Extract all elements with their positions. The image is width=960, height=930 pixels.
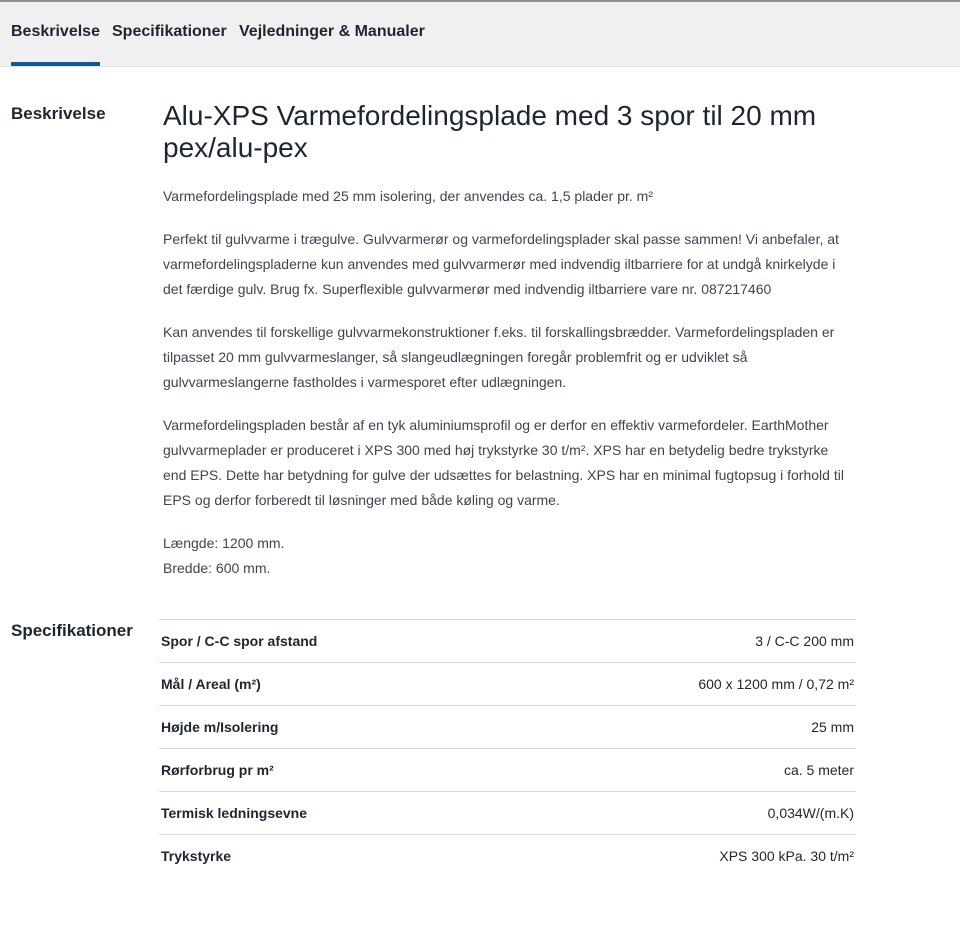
spec-key: Rørforbrug pr m²	[161, 762, 274, 778]
spec-value: ca. 5 meter	[783, 762, 854, 778]
spec-value: XPS 300 kPa. 30 t/m²	[719, 848, 854, 864]
tab-bar	[0, 2, 960, 67]
spec-key: Termisk ledningsevne	[161, 805, 308, 821]
specifications-table	[159, 619, 856, 877]
description-paragraph: Varmefordelingspladen består af en tyk aluminiumsprofil og er derfor en effektiv varmefordeler. EarthMother gulvvarmeplader er produceret i XPS 300 med høj trykstyrke 30 t/m². XPS har en betydelig bedre trykstyrke end EPS. Dette har betydning for gulve der udsættes for belastning. XPS har en minimal fugtopsug i forhold til EPS og derfor forberedt til løsninger med både køling og varme.	[163, 417, 844, 508]
table-row	[159, 705, 856, 748]
spec-value: 0,034W/(m.K)	[767, 805, 854, 821]
dimension-length: Længde: 1200 mm.	[163, 535, 285, 551]
tab-specifikationer[interactable]: Specifikationer	[112, 23, 227, 40]
table-row	[159, 791, 856, 834]
description-paragraph: Varmefordelingsplade med 25 mm isolering, der anvendes ca. 1,5 plader pr. m²	[163, 188, 653, 204]
specifications-section-label: Specifikationer	[11, 621, 133, 640]
description-content	[163, 100, 853, 581]
spec-key: Trykstyrke	[161, 848, 232, 864]
spec-key: Højde m/Isolering	[161, 719, 279, 735]
tab-beskrivelse[interactable]: Beskrivelse	[11, 2, 100, 66]
product-title: Alu-XPS Varmefordelingsplade med 3 spor til 20 mm pex/alu-pex	[163, 100, 817, 163]
spec-key: Mål / Areal (m²)	[161, 676, 261, 692]
description-section-label: Beskrivelse	[11, 104, 106, 123]
description-paragraph: Perfekt til gulvvarme i trægulve. Gulvvarmerør og varmefordelingsplader skal passe sammen! Vi anbefaler, at varmefordelingspladerne kun anvendes med gulvvarmerør med indvendig iltbarriere for at undgå knirkelyde i det færdige gulv. Brug fx. Superflexible gulvvarmerør med indvendig iltbarriere vare nr. 087217460	[163, 231, 839, 297]
table-row	[159, 748, 856, 791]
spec-value: 600 x 1200 mm / 0,72 m²	[698, 676, 854, 692]
table-row	[159, 619, 856, 662]
spec-key: Spor / C-C spor afstand	[161, 633, 318, 649]
dimension-width: Bredde: 600 mm.	[163, 560, 271, 576]
spec-value: 25 mm	[811, 719, 854, 735]
table-row	[159, 834, 856, 877]
description-paragraph: Kan anvendes til forskellige gulvvarmekonstruktioner f.eks. til forskallingsbrædder. Varmefordelingspladen er tilpasset 20 mm gulvvarmeslanger, så slangeudlægningen foregår problemfrit og er udviklet så gulvvarmeslangerne fastholdes i varmesporet efter udlægningen.	[163, 324, 835, 390]
spec-value: 3 / C-C 200 mm	[755, 633, 854, 649]
tab-vejledninger-manualer[interactable]: Vejledninger & Manualer	[239, 23, 425, 40]
table-row	[159, 662, 856, 705]
